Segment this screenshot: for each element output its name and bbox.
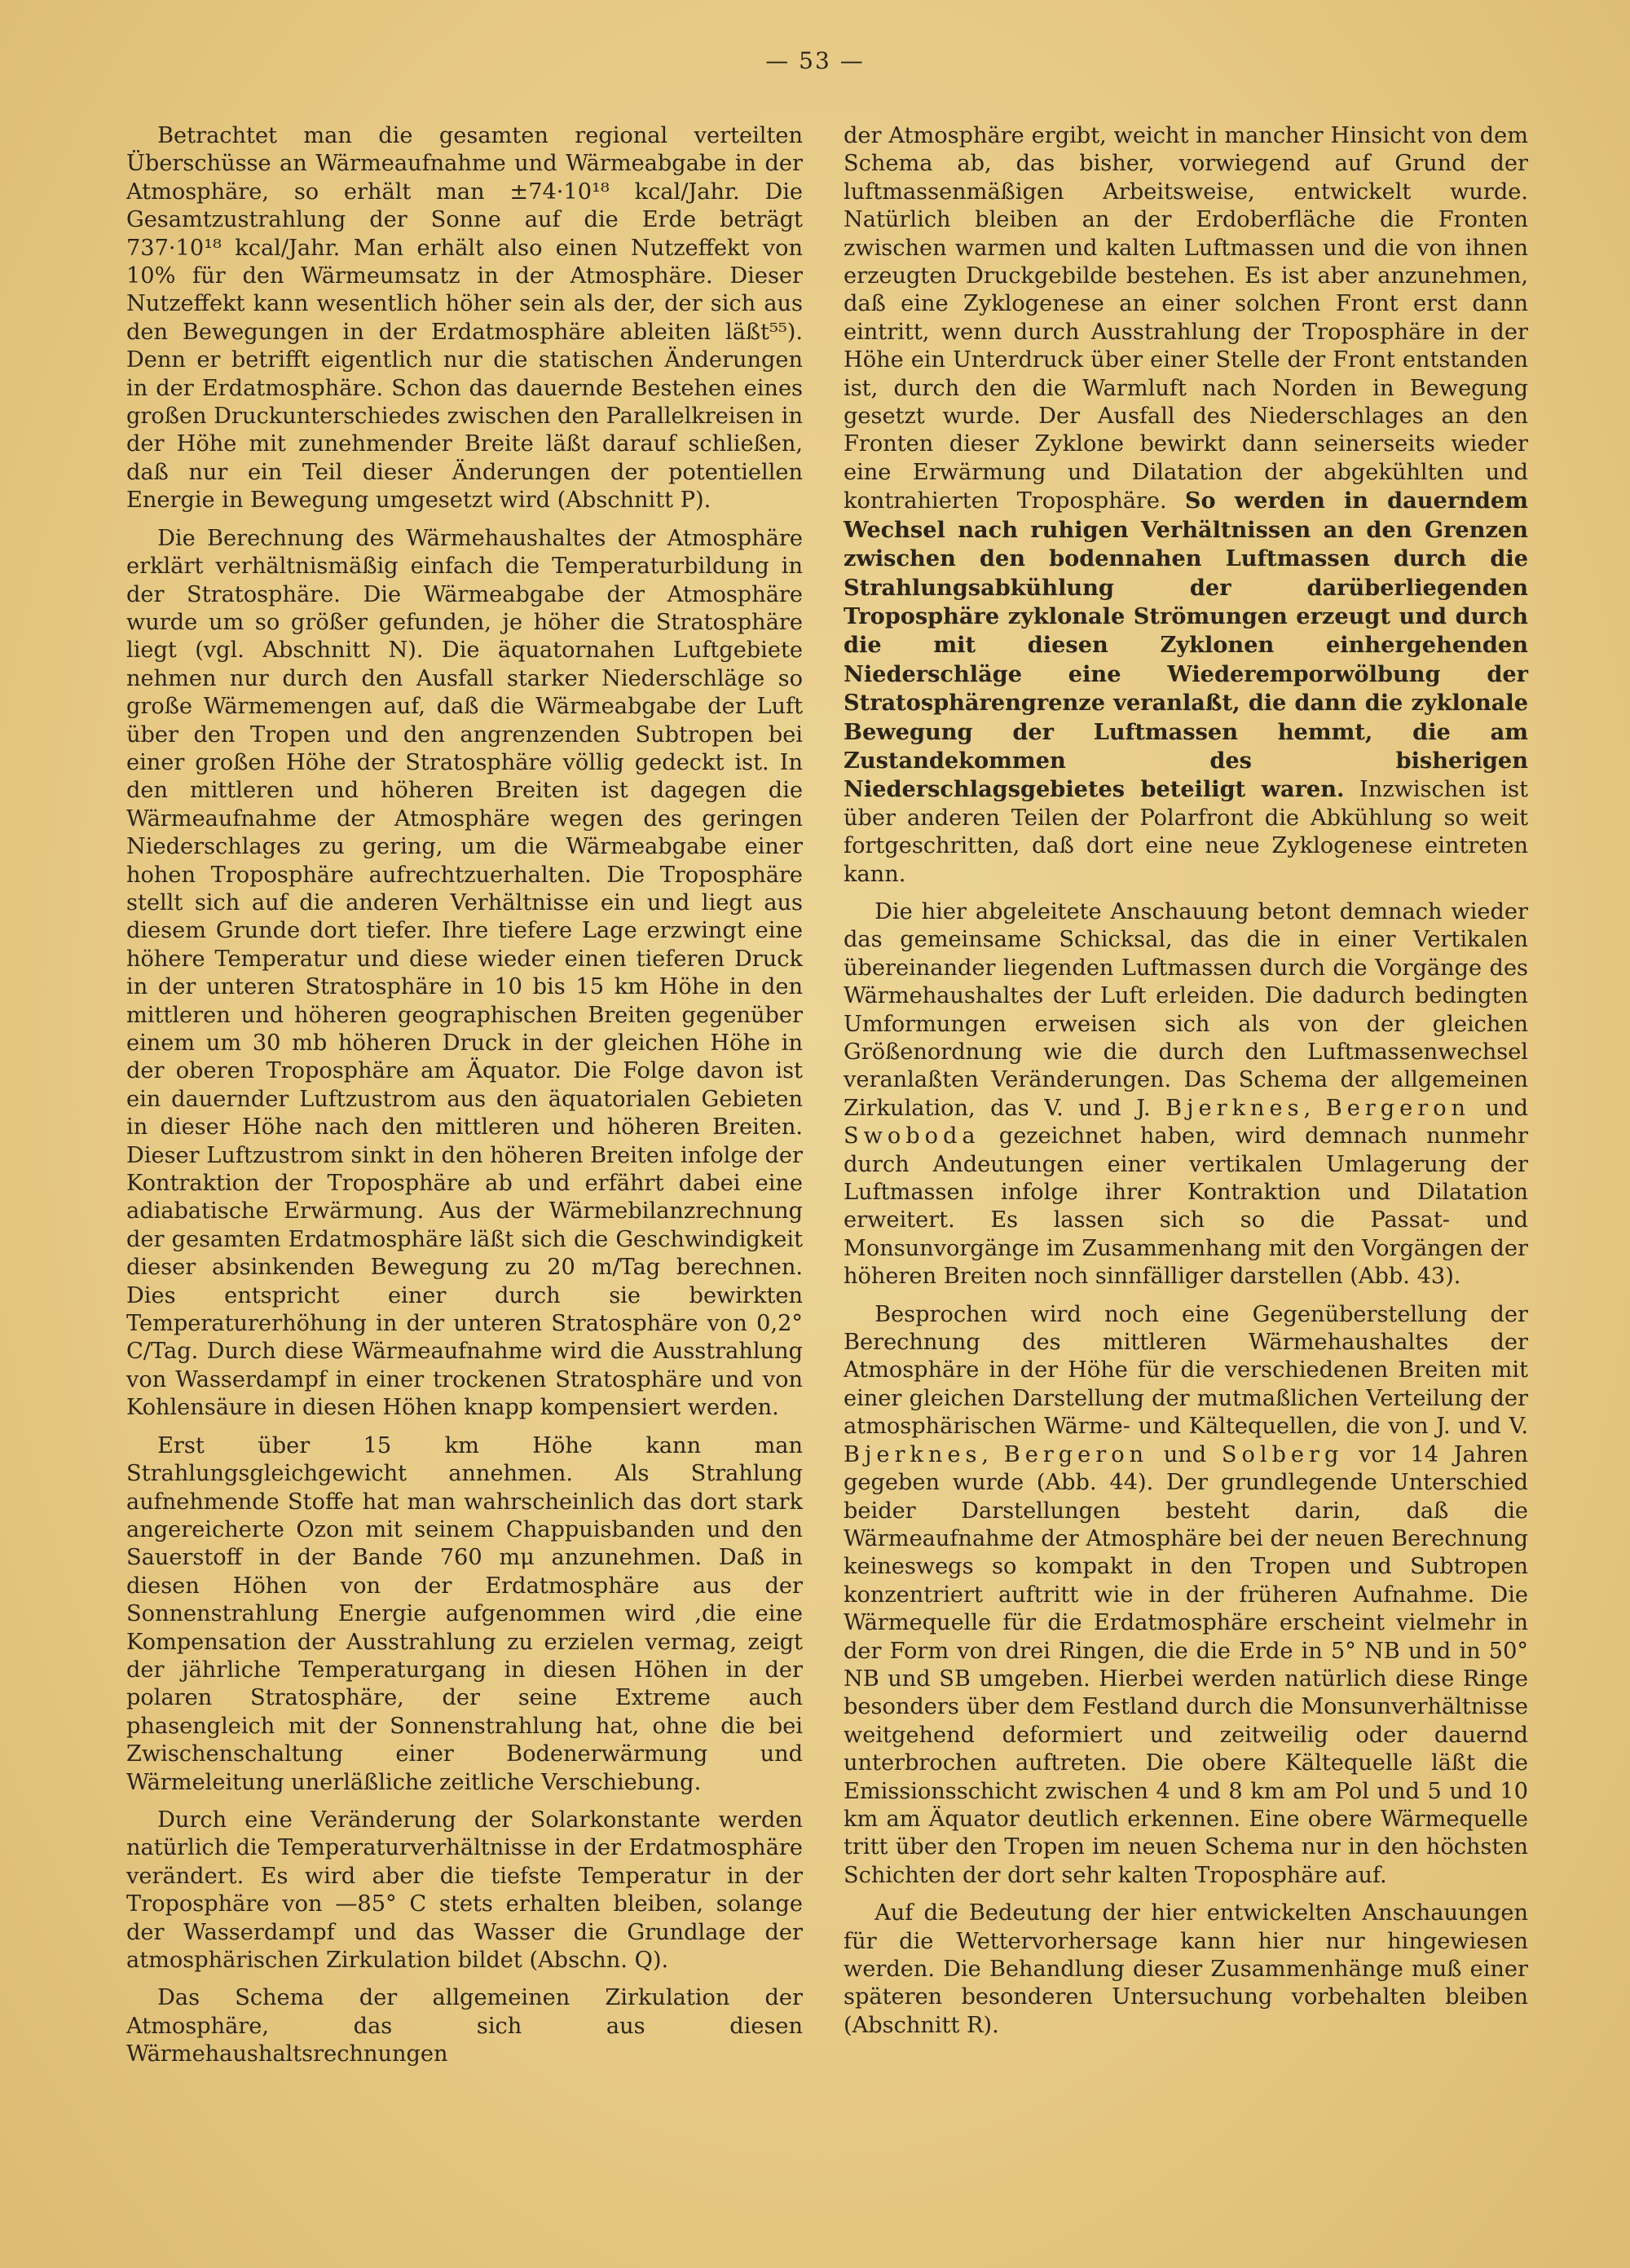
paragraph: Betrachtet man die gesamten regional verteilten Überschüsse an Wärmeaufnahme und Wärmeabgabe in der Atmosphäre, so erhält man ±74·10¹⁸ kcal/Jahr. Die Gesamtzustrahlung der Sonne auf die Erde beträgt 737·10¹⁸ kcal/Jahr. Man erhält also einen Nutzeffekt von 10% für den Wärmeumsatz in der Atmosphäre. Dieser Nutzeffekt kann wesentlich höher sein als der, der sich aus den Bewegungen in der Erdatmosphäre ableiten läßt⁵⁵). Denn er betrifft eigentlich nur die statischen Änderungen in der Erdatmosphäre. Schon das dauernde Bestehen eines großen Druckunterschiedes zwischen den Parallelkreisen in der Höhe mit zunehmender Breite läßt darauf schließen, daß nur ein Teil dieser Änderungen der potentiellen Energie in Bewegung umgesetzt wird (Abschnitt P).: [126, 123, 803, 514]
paragraph: Auf die Bedeutung der hier entwickelten Anschauungen für die Wettervorhersage kann hier nur hingewiesen werden. Die Behandlung dieser Zusammenhänge muß einer späteren besonderen Untersuchung vorbehalten bleiben (Abschnitt R).: [844, 1900, 1528, 2038]
paragraph-text: Die hier abgeleitete Anschauung betont demnach wieder das gemeinsame Schicksal, das die in einer Vertikalen übereinander liegenden Luftmassen durch die Vorgänge des Wärmehaushaltes der Luft erleiden. Die dadurch bedingten Umformungen erweisen sich als von der gleichen Größenordnung wie die durch den Luftmassenwechsel veranlaßten Veränderungen. Das Schema der allgemeinen Zirkulation, das V. und J.: [844, 898, 1528, 1121]
paragraph-text: gezeichnet haben, wird demnach nunmehr durch Andeutungen einer vertikalen Umlagerung der Luftmassen infolge ihrer Kontraktion und Dilatation erweitert. Es lassen sich so die Passat- und Monsunvorgänge im Zusammenhang mit den Vorgängen der höheren Breiten noch sinnfälliger darstellen (Abb. 43).: [844, 1123, 1528, 1290]
paragraph-text: Inzwischen ist über anderen Teilen der Polarfront die Abkühlung so weit fortgeschritten, daß dort eine neue Zyklogenese eintreten kann.: [844, 777, 1528, 887]
paragraph: Erst über 15 km Höhe kann man Strahlungsgleichgewicht annehmen. Als Strahlung aufnehmende Stoffe hat man wahrscheinlich das dort stark angereicherte Ozon mit seinem Chappuisbanden und den Sauerstoff in der Bande 760 mμ anzunehmen. Daß in diesen Höhen von der Erdatmosphäre aus der Sonnenstrahlung Energie aufgenommen wird ,die eine Kompensation der Ausstrahlung zu erzielen vermag, zeigt der jährliche Temperaturgang in diesen Höhen in der polaren Stratosphäre, der seine Extreme auch phasengleich mit der Sonnenstrahlung hat, ohne die bei Zwischenschaltung einer Bodenerwärmung und Wärmeleitung unerläßliche zeitliche Verschiebung.: [126, 1432, 803, 1795]
author-name: Bergeron: [1325, 1095, 1471, 1121]
paragraph: [844, 1301, 1528, 1891]
page-number: — 53 —: [765, 47, 865, 74]
paragraph-text: vor 14 Jahren gegeben wurde (Abb. 44). Der grundlegende Unterschied beider Darstellungen besteht darin, daß die Wärmeaufnahme der Atmosphäre bei der neuen Berechnung keineswegs so kompakt in den Tropen und Subtropen konzentriert auftritt wie in der früheren Aufnahme. Die Wärmequelle für die Erdatmosphäre erscheint vielmehr in der Form von drei Ringen, die die Erde in 5° NB und in 50° NB und SB umgeben. Hierbei werden natürlich diese Ringe besonders über dem Festland durch die Monsunverhältnisse weitgehend deformiert und zeitweilig oder dauernd unterbrochen auftreten. Die obere Kältequelle läßt die Emissionsschicht zwischen 4 und 8 km am Pol und 5 und 10 km am Äquator deutlich erkennen. Eine obere Wärmequelle tritt über den Tropen im neuen Schema nur in den höchsten Schichten der dort sehr kalten Troposphäre auf.: [844, 1441, 1528, 1888]
paragraph: Die Berechnung des Wärmehaushaltes der Atmosphäre erklärt verhältnismäßig einfach die Temperaturbildung in der Stratosphäre. Die Wärmeabgabe der Atmosphäre wurde um so größer gefunden, je höher die Stratosphäre liegt (vgl. Abschnitt N). Die äquatornahen Luftgebiete nehmen nur durch den Ausfall starker Niederschläge so große Wärmemengen auf, daß die Wärmeabgabe der Luft über den Tropen und den angrenzenden Subtropen bei einer großen Höhe der Stratosphäre völlig gedeckt ist. In den mittleren und höheren Breiten ist dagegen die Wärmeaufnahme der Atmosphäre wegen des geringen Niederschlages zu gering, um die Wärmeabgabe einer hohen Troposphäre aufrechtzuerhalten. Die Troposphäre stellt sich auf die anderen Verhältnisse ein und liegt aus diesem Grunde dort tiefer. Ihre tiefere Lage erzwingt eine höhere Temperatur und diese wieder einen tieferen Druck in der unteren Stratosphäre in 10 bis 15 km Höhe in den mittleren und höheren geographischen Breiten gegenüber einem um 30 mb höheren Druck in der gleichen Höhe in der oberen Troposphäre am Äquator. Die Folge davon ist ein dauernder Luftzustrom aus den äquatorialen Gebieten in dieser Höhe nach den mittleren und höheren Breiten. Dieser Luftzustrom sinkt in den höheren Breiten infolge der Kontraktion der Troposphäre ab und erfährt dabei eine adiabatische Erwärmung. Aus der Wärmebilanzrechnung der gesamten Erdatmosphäre läßt sich die Geschwindigkeit dieser absinkenden Bewegung zu 20 m/Tag berechnen. Dies entspricht einer durch sie bewirkten Temperaturerhöhung in der unteren Stratosphäre von 0,2° C/Tag. Durch diese Wärmeaufnahme wird die Ausstrahlung von Wasserdampf in einer trockenen Stratosphäre und von Kohlensäure in diesen Höhen knapp kompensiert werden.: [126, 525, 803, 1421]
paragraph-text: Besprochen wird noch eine Gegenüberstellung der Berechnung des mittleren Wärmehaushaltes der Atmosphäre in der Höhe für die verschiedenen Breiten mit einer gleichen Darstellung der mutmaßlichen Verteilung der atmosphärischen Wärme- und Kältequellen, die von J. und V.: [844, 1301, 1528, 1440]
paragraph: [844, 122, 1528, 889]
author-name: Bergeron: [1003, 1441, 1149, 1467]
author-name: Bjerknes: [1165, 1095, 1304, 1121]
author-name: Bjerknes: [844, 1441, 982, 1467]
paragraph: Durch eine Veränderung der Solarkonstante werden natürlich die Temperaturverhältnisse in der Erdatmosphäre verändert. Es wird aber die tiefste Temperatur in der Troposphäre von —85° C stets erhalten bleiben, solange der Wasserdampf und das Wasser die Grundlage der atmosphärischen Zirkulation bildet (Abschn. Q).: [126, 1807, 803, 1973]
separator: ,: [981, 1441, 1004, 1467]
separator: ,: [1303, 1095, 1326, 1121]
separator: und: [1148, 1441, 1222, 1467]
bold-emphasis: So werden in dauerndem Wechsel nach ruhigen Verhältnissen an den Grenzen zwischen den bodennahen Luftmassen durch die Strahlungsabkühlung der darüberliegenden Troposphäre zyklonale Strömungen erzeugt und durch die mit diesen Zyklonen einhergehenden Niederschläge eine Wiederemporwölbung der Stratosphärengrenze veranlaßt, die dann die zyklonale Bewegung der Luftmassen hemmt, die am Zustandekommen des bisherigen Niederschlagsgebietes beteiligt waren.: [844, 488, 1528, 803]
right-column: [844, 122, 1528, 2040]
paragraph-text: der Atmosphäre ergibt, weicht in mancher Hinsicht von dem Schema ab, das bisher, vorwiegend auf Grund der luftmassenmäßigen Arbeitsweise, entwickelt wurde. Natürlich bleiben an der Erdoberfläche die Fronten zwischen warmen und kalten Luftmassen und die von ihnen erzeugten Druckgebilde bestehen. Es ist aber anzunehmen, daß eine Zyklogenese an einer solchen Front erst dann eintritt, wenn durch Ausstrahlung der Troposphäre in der Höhe ein Unterdruck über einer Stelle der Front entstanden ist, durch den die Warmluft nach Norden in Bewegung gesetzt wurde. Der Ausfall des Niederschlages an den Fronten dieser Zyklone bewirkt dann seinerseits wieder eine Erwärmung und Dilatation der abgekühlten und kontrahierten Troposphäre.: [844, 123, 1528, 514]
left-column: [126, 122, 803, 2069]
paragraph: [844, 898, 1528, 1291]
paragraph: Das Schema der allgemeinen Zirkulation der Atmosphäre, das sich aus diesen Wärmehaushaltsrechnungen: [126, 1985, 803, 2067]
author-name: Swoboda: [844, 1123, 980, 1149]
separator: und: [1470, 1095, 1528, 1121]
author-name: Solberg: [1221, 1441, 1344, 1467]
